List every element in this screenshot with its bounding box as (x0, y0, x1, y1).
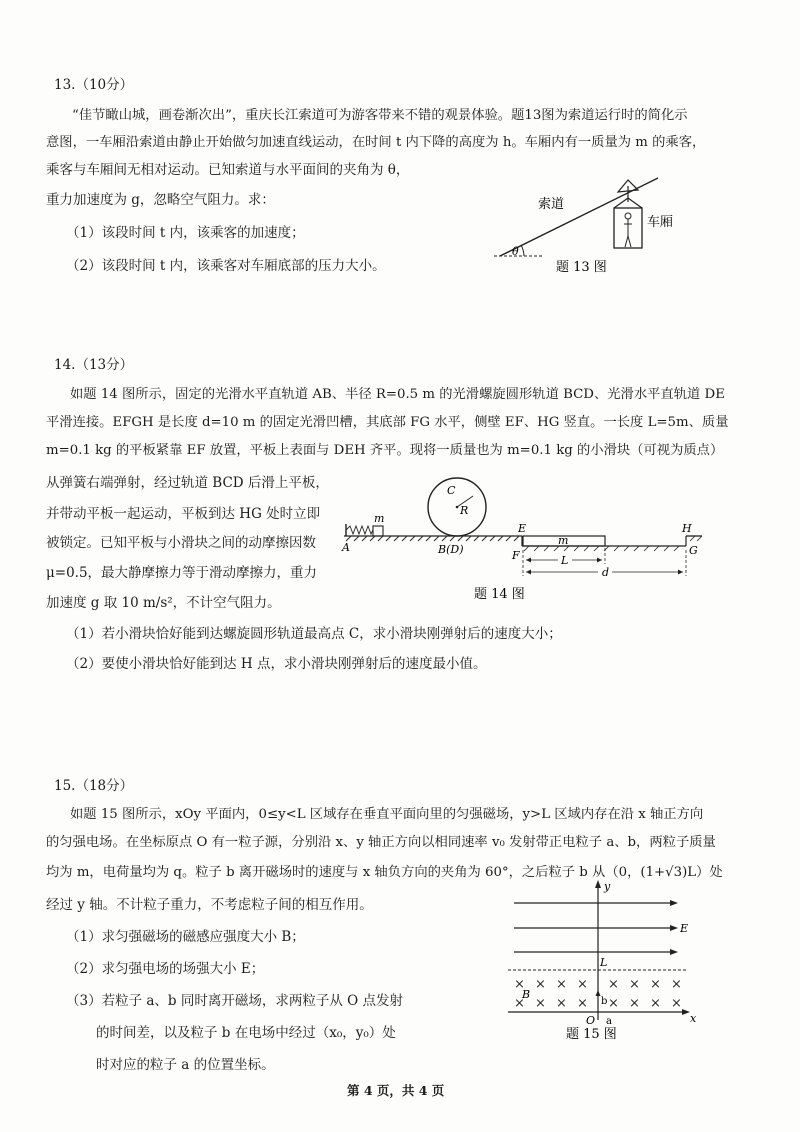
q15-label-E: E (680, 922, 689, 935)
q14-label-E: E (518, 522, 527, 535)
q14-label-H: H (682, 522, 692, 535)
q15-cross: × (629, 996, 640, 1011)
q14-sub2: （2）要使小滑块恰好能到达 H 点，求小滑块刚弹射后的速度最小值。 (66, 656, 487, 672)
q15-label-B: B (522, 988, 531, 1001)
q15-line2: 的匀强电场。在坐标原点 O 有一粒子源，分别沿 x、y 轴正方向以相同速率 v₀ 发射带正电粒子 a、b，两粒子质量 (46, 835, 716, 850)
q15-sub1: （1）求匀强磁场的磁感应强度大小 B； (66, 929, 305, 945)
q14-caption: 题 14 图 (474, 587, 525, 602)
q15-field-arrows (670, 900, 678, 955)
q13-angle-arc (521, 245, 524, 256)
q15-cross: × (608, 977, 619, 992)
q15-sub3c: 时对应的粒子 a 的位置坐标。 (96, 1057, 275, 1073)
q15-cross: × (671, 996, 682, 1011)
q15-cross: × (535, 996, 546, 1011)
q15-cross: × (577, 977, 588, 992)
q15-sub3b: 的时间差，以及粒子 b 在电场中经过（x₀，y₀）处 (96, 1025, 396, 1041)
q13-sub2: （2）该段时间 t 内，该乘客对车厢底部的压力大小。 (66, 258, 386, 274)
q14-spring (346, 526, 373, 534)
q15-cross: × (577, 996, 588, 1011)
q13-passenger (624, 213, 632, 247)
q15-cross: × (514, 977, 525, 992)
q13-caption: 题 13 图 (556, 260, 607, 275)
q15-label-a: a (606, 1016, 612, 1027)
q14-label-C: C (447, 484, 456, 497)
q14-groove-hatch (524, 546, 679, 551)
q15-number: 15.（18分） (54, 778, 134, 794)
q15-caption: 题 15 图 (566, 1027, 617, 1042)
q14-label-F: F (512, 549, 520, 562)
q15-cross: × (650, 996, 661, 1011)
q15-label-x: x (690, 1012, 697, 1025)
q14-label-m1: m (374, 512, 385, 525)
q14-label-R: R (460, 504, 469, 517)
q13-line4: 重力加速度为 g，忽略空气阻力。求： (46, 192, 275, 208)
q13-line1: “佳节瞰山城，画卷渐次出”，重庆长江索道可为游客带来不错的观景体验。题13图为索道运行时的简化示 (72, 108, 688, 123)
q14-slider-block (373, 526, 383, 536)
q14-line6: 被锁定。已知平板与小滑块之间的动摩擦因数 (46, 535, 316, 551)
q14-label-BD: B(D) (438, 543, 464, 556)
q15-cross: × (629, 977, 640, 992)
q15-figure (500, 876, 710, 1046)
q14-label-G: G (689, 544, 698, 557)
q14-label-m2: m (558, 534, 569, 547)
page-footer: 第 4 页，共 4 页 (347, 1083, 445, 1098)
q15-cross: × (671, 977, 682, 992)
q15-cross: × (556, 996, 567, 1011)
q14-track-hatch-left (346, 536, 519, 541)
q13-label-car: 车厢 (647, 215, 674, 230)
q13-label-angle: θ (512, 245, 519, 258)
q13-label-cable: 索道 (538, 197, 565, 212)
q15-label-L: L (600, 956, 608, 969)
q15-line4: 经过 y 轴。不计粒子重力，不考虑粒子间的相互作用。 (46, 897, 373, 913)
q15-label-O: O (586, 1014, 596, 1027)
q14-label-d: d (602, 566, 610, 579)
q14-label-L: L (561, 554, 569, 567)
q14-label-A: A (342, 541, 350, 554)
q15-x-arrow (682, 1009, 690, 1015)
q13-figure (480, 168, 700, 280)
q14-line1: 如题 14 图所示，固定的光滑水平直轨道 AB、半径 R=0.5 m 的光滑螺旋圆形轨道 BCD、光滑水平直轨道 DE (70, 387, 725, 402)
q13-number: 13.（10分） (54, 77, 134, 93)
q14-line5: 并带动平板一起运动，平板到达 HG 处时立即 (46, 506, 321, 522)
q13-sub1: （1）该段时间 t 内，该乘客的加速度； (66, 225, 305, 241)
q13-cable (500, 178, 658, 256)
q15-line1: 如题 15 图所示，xOy 平面内，0≤y<L 区域存在垂直平面向里的匀强磁场，y>L 区域内存在沿 x 轴正方向 (70, 807, 704, 822)
q13-line3: 乘客与车厢间无相对运动。已知索道与水平面间的夹角为 θ， (46, 162, 410, 178)
q15-cross: × (556, 977, 567, 992)
q15-cross: × (514, 996, 525, 1011)
q15-label-y: y (604, 880, 611, 893)
q14-line3: m=0.1 kg 的平板紧靠 EF 放置，平板上表面与 DEH 齐平。现将一质量也为 m=0.1 kg 的小滑块（可视为质点） (46, 443, 724, 458)
q14-line2: 平滑连接。EFGH 是长度 d=10 m 的固定光滑凹槽，其底部 FG 水平，侧壁 EF、HG 竖直。一长度 L=5m、质量 (46, 415, 729, 430)
q15-line3: 均为 m，电荷量均为 q。粒子 b 离开磁场时的速度与 x 轴负方向的夹角为 60°，之后粒子 b 从（0，(1+√3)L）处 (46, 865, 723, 880)
q15-sub3a: （3）若粒子 a、b 同时离开磁场，求两粒子从 O 点发射 (66, 993, 404, 1009)
q14-sub1: （1）若小滑块恰好能到达螺旋圆形轨道最高点 C，求小滑块刚弹射后的速度大小； (66, 626, 562, 642)
q14-line8: 加速度 g 取 10 m/s²，不计空气阻力。 (46, 595, 281, 611)
q15-cross: × (608, 996, 619, 1011)
q14-line4: 从弹簧右端弹射，经过轨道 BCD 后滑上平板， (46, 475, 329, 491)
q15-cross: × (535, 977, 546, 992)
q14-number: 14.（13分） (54, 357, 134, 373)
q14-line7: μ=0.5，最大静摩擦力等于滑动摩擦力，重力 (46, 565, 318, 581)
q15-label-b: b (601, 996, 608, 1007)
q13-line2: 意图，一车厢沿索道由静止开始做匀加速直线运动，在时间 t 内下降的高度为 h。车厢内有一质量为 m 的乘客， (46, 135, 706, 150)
q15-y-arrow (595, 880, 601, 888)
q14-figure (340, 474, 710, 624)
q15-cross: × (650, 977, 661, 992)
q15-sub2: （2）求匀强电场的场强大小 E； (66, 961, 265, 977)
q15-field-lines (514, 903, 672, 952)
